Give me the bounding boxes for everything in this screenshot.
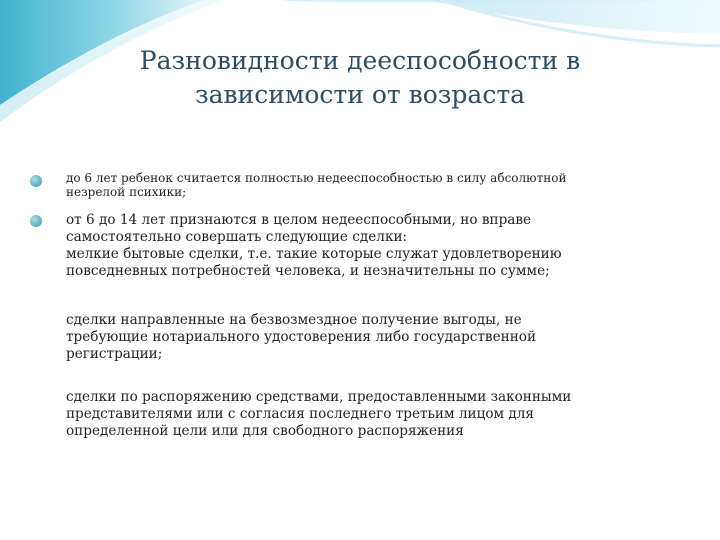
paragraph-funds-disposal <box>66 389 666 440</box>
bullet-item-under-6 <box>30 171 650 199</box>
paragraph-line: сделки по распоряжению средствами, предоставленными законными <box>66 389 572 405</box>
title-line-1: Разновидности дееспособности в <box>139 46 581 75</box>
paragraph-line: требующие нотариального удостоверения либо государственной <box>66 329 536 345</box>
paragraph-line: определенной цели или для свободного распоряжения <box>66 423 464 439</box>
right-wave-shape <box>430 0 720 34</box>
bullet-dot-icon <box>30 175 42 187</box>
bullet-line: повседневных потребностей человека, и незначительны по сумме; <box>66 263 550 279</box>
bullet-line: самостоятельно совершать следующие сделки: <box>66 229 408 245</box>
title-line-2: зависимости от возраста <box>194 80 526 109</box>
paragraph-line: регистрации; <box>66 346 163 362</box>
bullet-text <box>66 212 650 280</box>
paragraph-line: сделки направленные на безвозмездное получение выгоды, не <box>66 312 522 328</box>
slide-title <box>40 44 680 112</box>
bullet-line: незрелой психики; <box>66 185 187 199</box>
paragraph-line: представителями или с согласия последнего третьим лицом для <box>66 406 534 422</box>
paragraph-gratuitous-deals <box>66 312 666 363</box>
bullet-item-6-to-14 <box>30 212 650 280</box>
bullet-line: от 6 до 14 лет признаются в целом недееспособными, но вправе <box>66 212 532 228</box>
bullet-line: до 6 лет ребенок считается полностью недееспособностью в силу абсолютной <box>66 171 567 185</box>
bullet-dot-icon <box>30 215 42 227</box>
bullet-text <box>66 171 650 199</box>
bullet-line: мелкие бытовые сделки, т.е. такие которые служат удовлетворению <box>66 246 562 262</box>
